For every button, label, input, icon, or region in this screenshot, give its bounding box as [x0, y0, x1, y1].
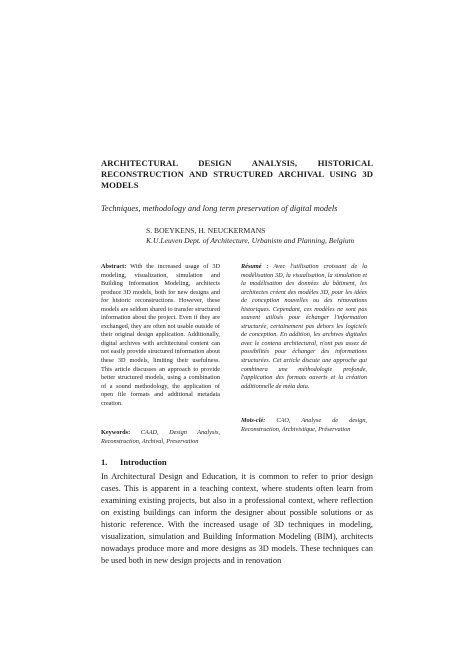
keywords-label: Keywords:	[101, 429, 131, 436]
section-title: Introduction	[120, 457, 167, 467]
abstract-text: With the increased usage of 3D modeling, visualization, simulation and Building Information Modeling, architects produce 3D models, both for new designs and for historic reconstructions. However, these models are seldom shared to transfer structured information about the project. Even if they are exchanged, they are often not usable outside of their original design application. Additionally, digital archives with architectural content can not easily provide structured information about these 3D models, limiting their usefulness. This article discusses an approach to provide better structured models, using a combination of a sound methodology, the application of open file formats and additional metadata creation.	[101, 263, 220, 407]
keywords-french	[241, 417, 367, 434]
section-number: 1.	[101, 457, 108, 467]
section-body-text: In Architectural Design and Education, it is common to refer to prior design cases. This is apparent in a teaching context, where students often learn from examining existing projects, but also in a professional context, where reflection on existing buildings can inform the designer about possible solutions or as historic reference. With the increased usage of 3D techniques in modeling, visualization, simulation and Building Information Modeling (BIM), architects nowadays produce more and more designs as 3D models. These techniques can be used both in new design projects and in renovation	[101, 472, 373, 565]
keywords-english	[101, 429, 220, 446]
abstract-english	[101, 263, 220, 408]
paper-authors: S. BOEYKENS, H. NEUCKERMANS	[146, 226, 266, 235]
resume-label: Résumé :	[241, 263, 269, 270]
paper-affiliation: K.U.Leuven Dept. of Architecture, Urbanism and Planning, Belgium	[146, 236, 355, 245]
resume-text: Avec l'utilisation croissant de la modélisation 3D, la visualisation, la simulation et la modélisation des données du bâtiment, les architectes créent des modèles 3D, pour les idées de conception nouvelles ou des rénovations historiques. Cependant, ces modèles ne sont pas souvent utilisés pour échanger l'information structurée, certainement pas dehors les logiciels de conception. En addition, les archives digitales avec le contenu architectural, n'ont pas assez de possibilités pour échanger des informations structurées. Cet article discute une approche qui combinera une méthodologie profonde, l'application des formats ouverts et la création additionnelle de méta data.	[241, 263, 367, 390]
section-heading	[101, 457, 167, 467]
abstract-french	[241, 263, 367, 391]
abstract-label: Abstract:	[101, 263, 127, 270]
paper-subtitle: Techniques, methodology and long term preservation of digital models	[101, 204, 338, 213]
mots-cle-label: Mots-clé:	[241, 417, 266, 424]
paper-title: ARCHITECTURAL DESIGN ANALYSIS, HISTORICAL RECONSTRUCTION AND STRUCTURED ARCHIVAL USING 3D MODELS	[101, 158, 373, 191]
mots-cle-text: CAO, Analyse de design, Reconstruction, Archivistique, Préservation	[241, 417, 368, 433]
keywords-text: CAAD, Design Analysis, Reconstruction, Archival, Preservation	[101, 429, 221, 445]
